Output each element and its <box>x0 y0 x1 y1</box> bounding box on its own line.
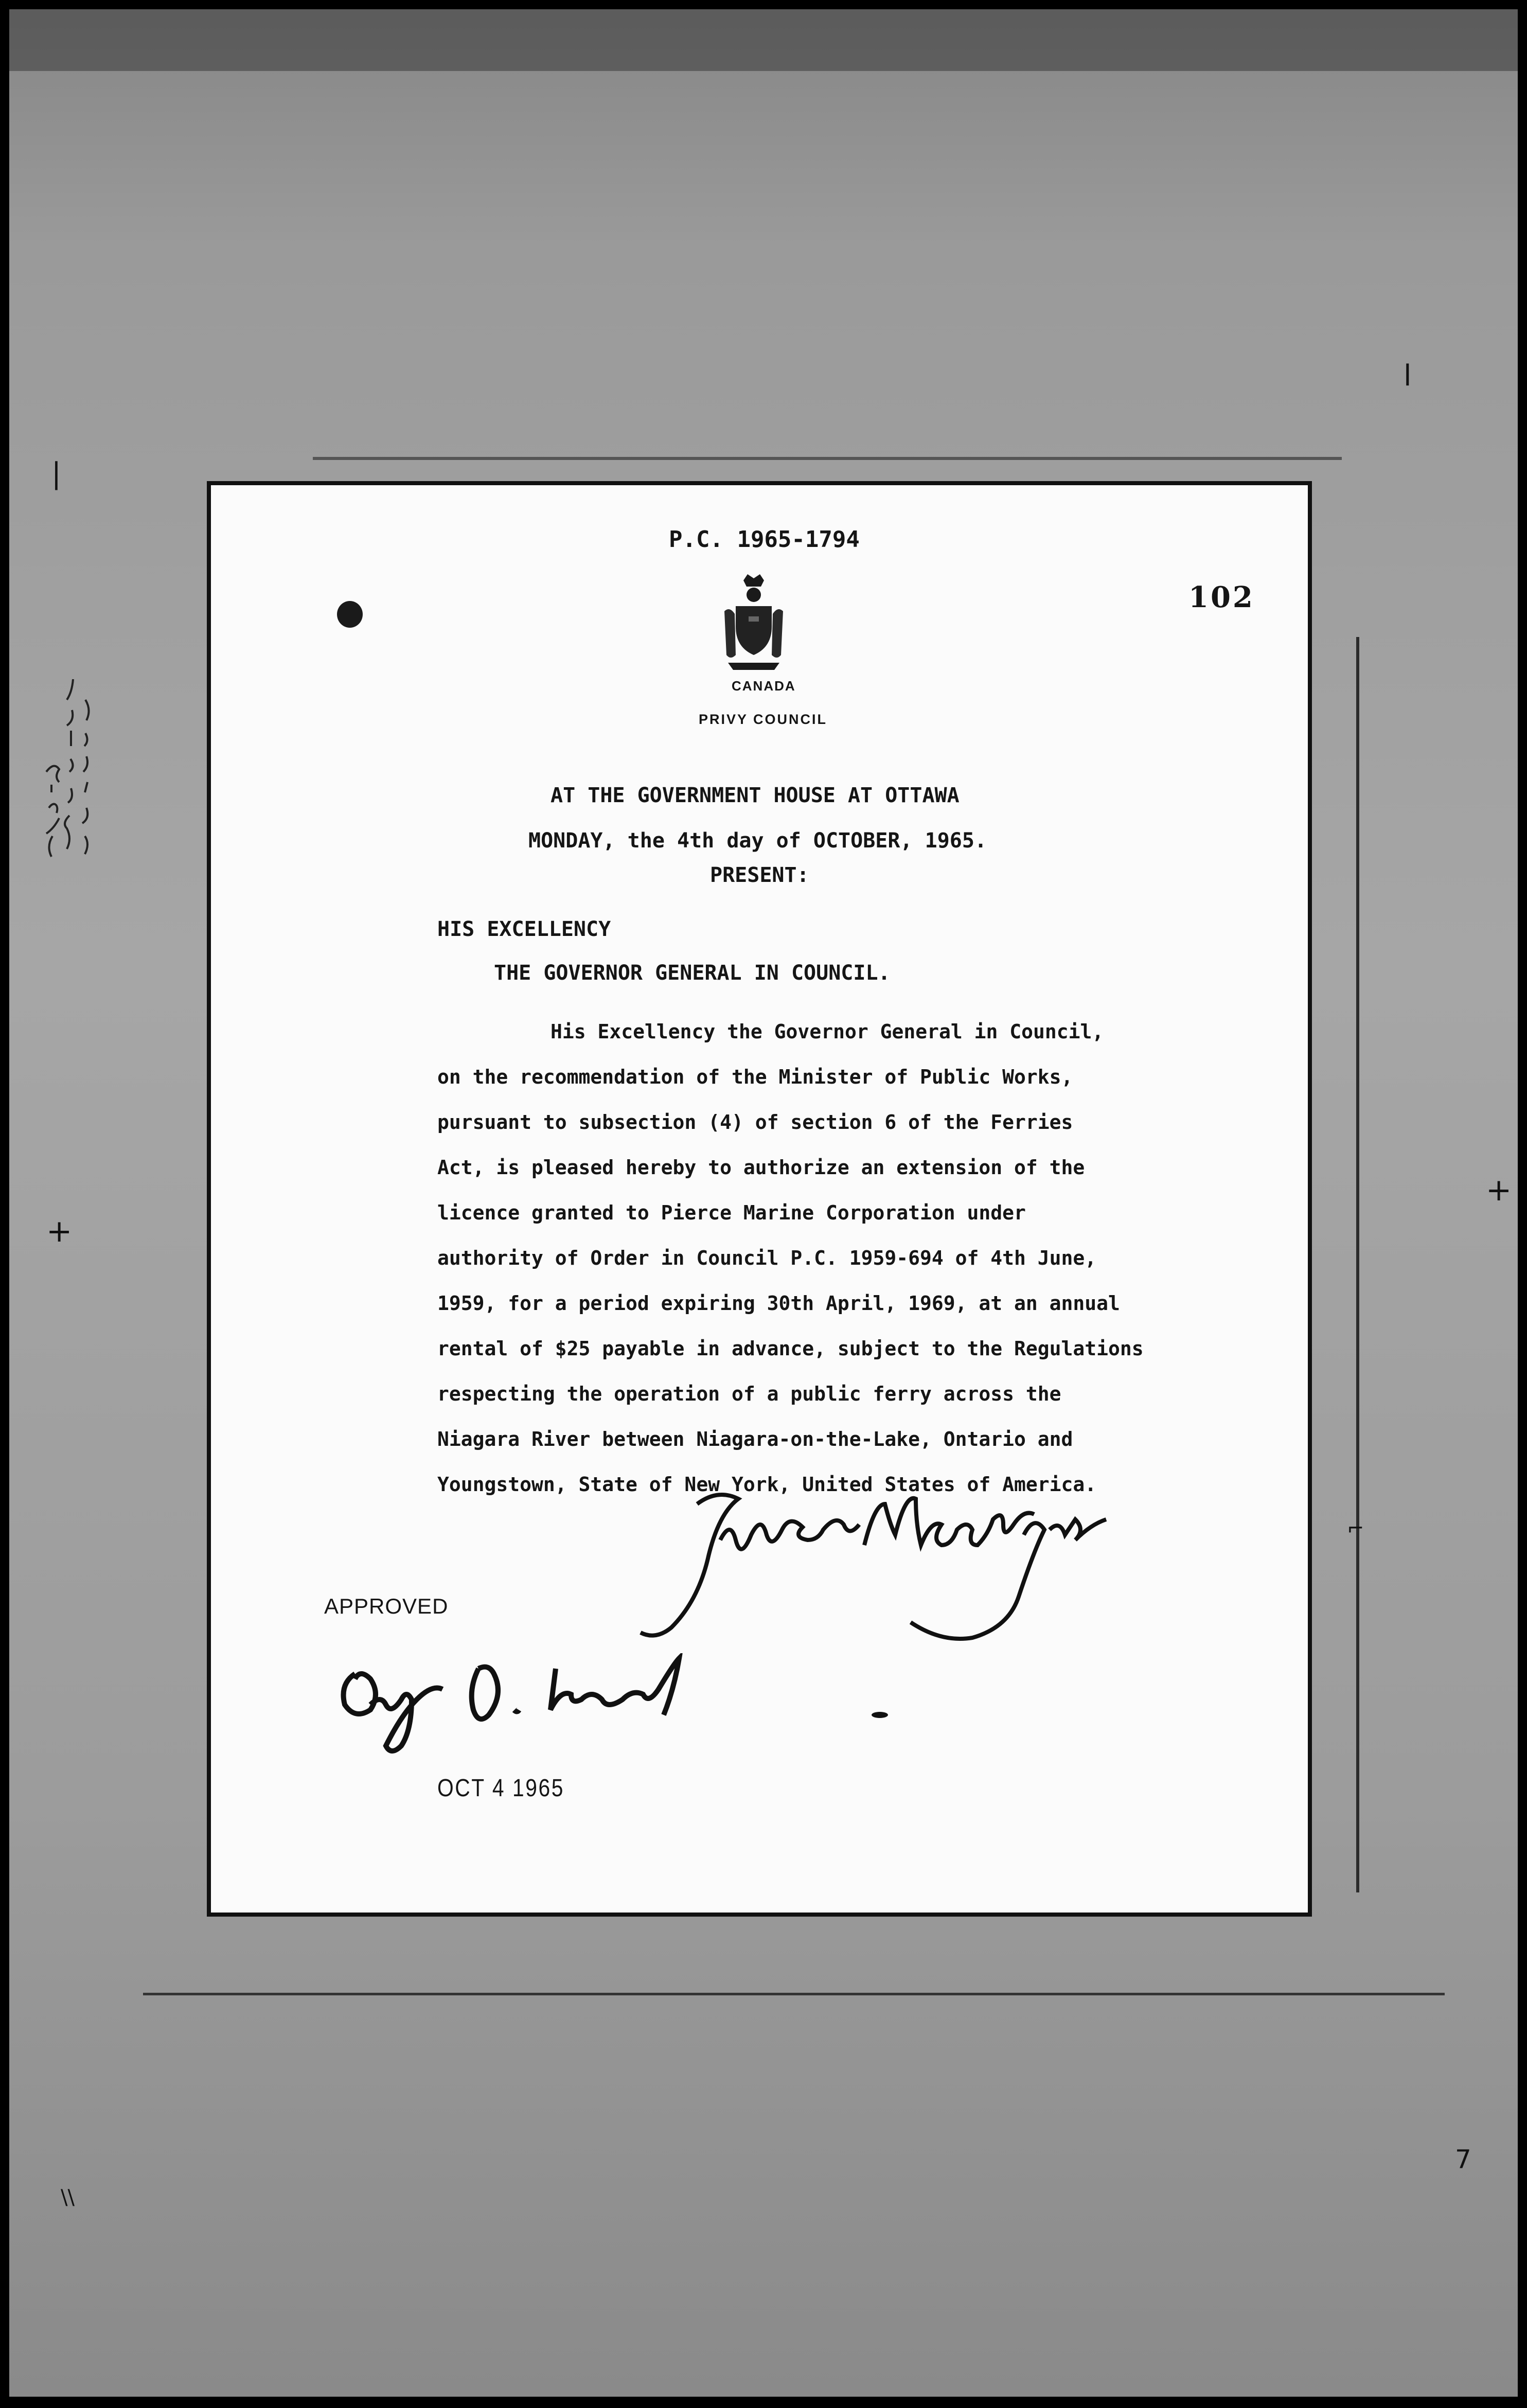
cross-mark-right: + <box>1486 1172 1512 1208</box>
corner-mark-right: 7 <box>1455 2145 1471 2174</box>
corner-mark-left: \\ <box>61 2186 75 2209</box>
approval-date-stamp: OCT 4 1965 <box>437 1775 565 1802</box>
background-edge <box>1356 637 1359 1892</box>
top-shadow <box>9 9 1518 71</box>
crest-country: CANADA <box>732 678 796 694</box>
body-line: pursuant to subsection (4) of section 6 of the Ferries <box>437 1111 1073 1134</box>
body-line: Youngstown, State of New York, United States of America. <box>437 1473 1097 1496</box>
meeting-date: MONDAY, the 4th day of OCTOBER, 1965. <box>528 829 987 853</box>
meeting-place: AT THE GOVERNMENT HOUSE AT OTTAWA <box>551 784 960 807</box>
crest-office: PRIVY COUNCIL <box>699 712 828 727</box>
his-excellency: HIS EXCELLENCY <box>437 917 611 941</box>
body-line: rental of $25 payable in advance, subject to the Regulations <box>437 1337 1144 1360</box>
ink-blot <box>869 1710 890 1720</box>
body-line: Niagara River between Niagara-on-the-Lake, Ontario and <box>437 1428 1073 1450</box>
margin-annotation <box>31 653 103 859</box>
page-top-shadow <box>313 457 1342 460</box>
body-line: Act, is pleased hereby to authorize an extension of the <box>437 1156 1085 1179</box>
body-line: on the recommendation of the Minister of Public Works, <box>437 1066 1073 1088</box>
body-line: His Excellency the Governor General in Council, <box>551 1020 1104 1043</box>
governor-general-in-council: THE GOVERNOR GENERAL IN COUNCIL. <box>494 961 891 985</box>
edge-tick-mark: | <box>51 457 61 490</box>
edge-bracket-mark: ⌐ <box>1347 1517 1364 1541</box>
corner-tick-mark: l <box>1404 359 1412 393</box>
background-rule <box>143 1993 1445 1995</box>
cross-mark-left: + <box>46 1213 73 1249</box>
clerk-signature <box>602 1483 1168 1648</box>
body-line: respecting the operation of a public ferry across the <box>437 1383 1061 1405</box>
order-number: P.C. 1965-1794 <box>669 526 860 553</box>
body-line: licence granted to Pierce Marine Corporation under <box>437 1201 1026 1224</box>
approver-signature <box>324 1653 725 1766</box>
present-heading: PRESENT: <box>710 863 809 887</box>
body-line: authority of Order in Council P.C. 1959-694 of 4th June, <box>437 1247 1097 1269</box>
approved-label: APPROVED <box>324 1594 449 1618</box>
page-number: 102 <box>1188 580 1255 614</box>
body-line: 1959, for a period expiring 30th April, 1969, at an annual <box>437 1292 1120 1315</box>
order-in-council-page <box>207 481 1312 1917</box>
coat-of-arms-icon <box>720 570 787 673</box>
punch-hole <box>337 601 363 628</box>
